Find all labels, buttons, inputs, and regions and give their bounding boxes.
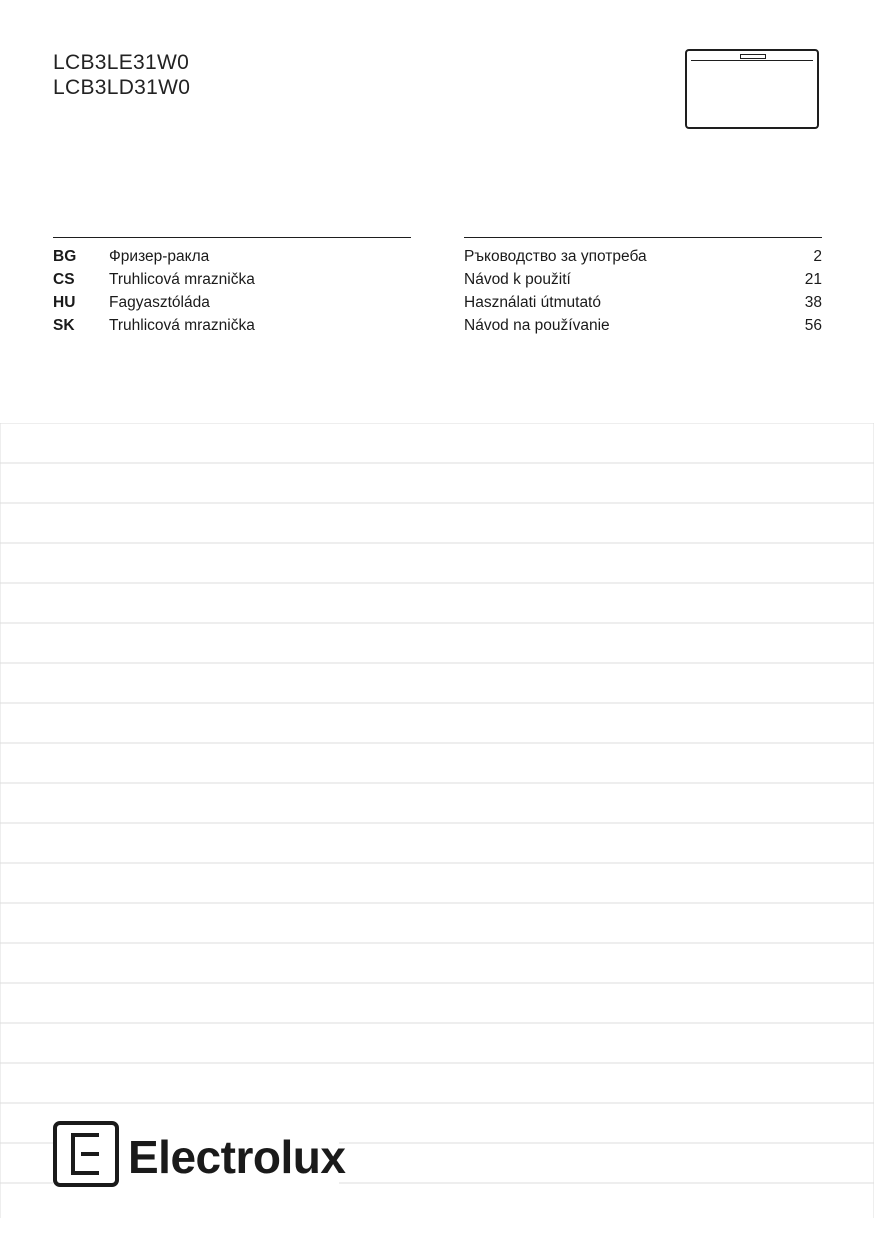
page-number: 21 (804, 271, 822, 288)
language-row-hu (53, 293, 822, 316)
pattern-row (0, 1023, 874, 1063)
pattern-row (0, 1063, 874, 1103)
model-numbers (53, 50, 190, 100)
brand-logo (53, 1121, 346, 1189)
brand-name: Electrolux (128, 1131, 346, 1183)
page-number: 2 (813, 248, 822, 265)
model-number: LCB3LE31W0 (53, 51, 190, 74)
model-number: LCB3LD31W0 (53, 76, 191, 99)
pattern-row (0, 623, 874, 663)
language-code: SK (53, 317, 75, 334)
page-number: 38 (804, 294, 822, 311)
manual-title: Návod k použití (464, 271, 571, 288)
language-row-bg (53, 247, 822, 270)
pattern-row (0, 903, 874, 943)
pattern-row (0, 503, 874, 543)
pattern-row (0, 663, 874, 703)
page-number: 56 (804, 317, 822, 334)
pattern-row (0, 743, 874, 783)
language-code: CS (53, 271, 75, 288)
pattern-row (0, 863, 874, 903)
chest-freezer-icon (685, 49, 819, 129)
manual-title: Návod na používanie (464, 317, 610, 334)
pattern-row (0, 703, 874, 743)
pattern-row (0, 583, 874, 623)
manual-title: Használati útmutató (464, 294, 601, 311)
pattern-row (0, 823, 874, 863)
language-row-cs (53, 270, 822, 293)
pattern-row (0, 983, 874, 1023)
product-name: Фризер-ракла (109, 248, 210, 265)
logo-pattern-background (0, 423, 874, 1218)
pattern-row (0, 943, 874, 983)
pattern-row (0, 423, 874, 463)
product-name: Truhlicová mraznička (109, 317, 255, 334)
electrolux-logo-icon (53, 1121, 119, 1187)
freezer-handle (740, 54, 766, 59)
language-code: BG (53, 248, 77, 265)
product-name: Fagyasztóláda (109, 294, 210, 311)
language-row-sk (53, 316, 822, 339)
manual-title: Ръководство за употреба (464, 248, 647, 265)
pattern-row (0, 543, 874, 583)
language-table (53, 247, 822, 339)
divider-left (53, 237, 411, 238)
freezer-lid-line (691, 60, 813, 61)
product-name: Truhlicová mraznička (109, 271, 255, 288)
pattern-row (0, 783, 874, 823)
divider-right (464, 237, 822, 238)
pattern-row (0, 463, 874, 503)
language-code: HU (53, 294, 76, 311)
